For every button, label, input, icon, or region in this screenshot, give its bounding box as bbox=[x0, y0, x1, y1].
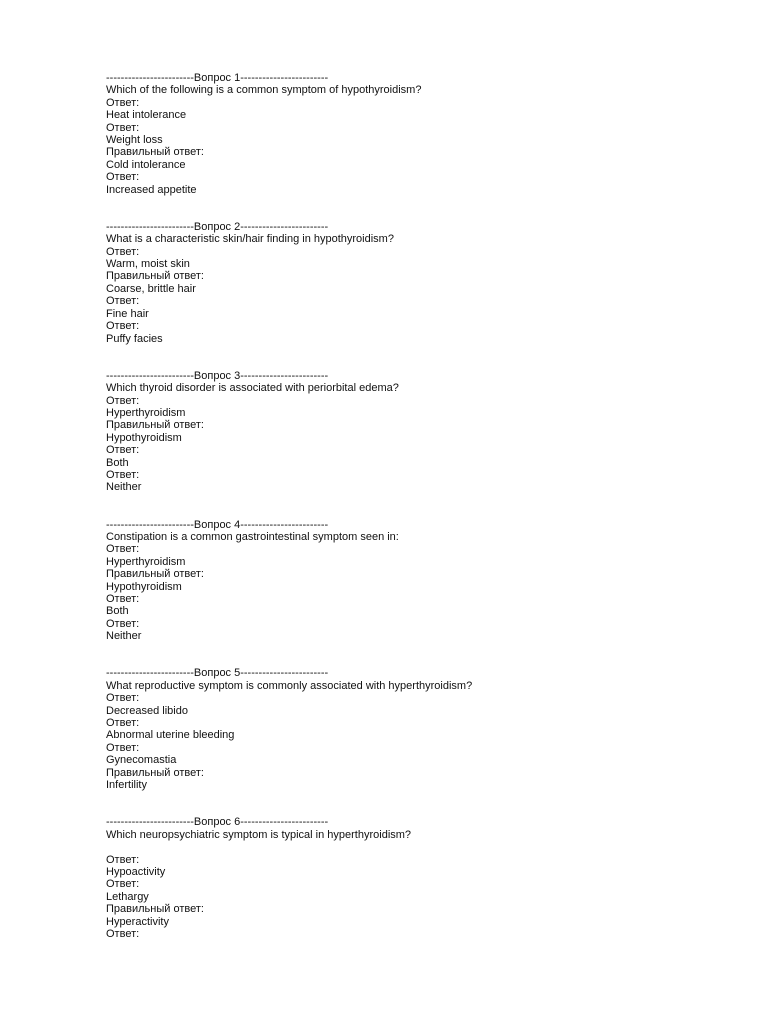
question-block-5 bbox=[106, 667, 746, 791]
question-text: Which of the following is a common symptom of hypothyroidism? bbox=[106, 84, 422, 97]
blank-line bbox=[106, 841, 746, 853]
answer-value: Both bbox=[106, 605, 129, 618]
correct-answer-label: Правильный ответ: bbox=[106, 903, 204, 916]
answer-label: Ответ: bbox=[106, 853, 140, 866]
question-block-3 bbox=[106, 370, 746, 494]
question-header: ------------------------Вопрос 5------------------------ bbox=[106, 667, 329, 680]
answer-label: Ответ: bbox=[106, 927, 140, 940]
question-header: ------------------------Вопрос 3------------------------ bbox=[106, 369, 329, 382]
answer-label: Ответ: bbox=[106, 394, 140, 407]
answer-label: Ответ: bbox=[106, 593, 140, 606]
answer-value: Hyperthyroidism bbox=[106, 406, 186, 419]
answer-value: Fine hair bbox=[106, 307, 149, 320]
answer-value: Hypoactivity bbox=[106, 865, 166, 878]
answer-label: Ответ: bbox=[106, 617, 140, 630]
correct-answer-value: Infertility bbox=[106, 779, 147, 792]
correct-answer-label: Правильный ответ: bbox=[106, 419, 204, 432]
question-header: ------------------------Вопрос 2------------------------ bbox=[106, 220, 329, 233]
answer-value: Heat intolerance bbox=[106, 109, 187, 122]
answer-label: Ответ: bbox=[106, 96, 140, 109]
question-text: Which neuropsychiatric symptom is typical in hyperthyroidism? bbox=[106, 828, 412, 841]
answer-value: Abnormal uterine bleeding bbox=[106, 729, 235, 742]
correct-answer-value: Hypothyroidism bbox=[106, 580, 182, 593]
question-header: ------------------------Вопрос 4------------------------ bbox=[106, 518, 329, 531]
answer-value: Puffy facies bbox=[106, 332, 163, 345]
question-text: What is a characteristic skin/hair finding in hypothyroidism? bbox=[106, 233, 394, 246]
question-block-4 bbox=[106, 519, 746, 643]
answer-label: Ответ: bbox=[106, 245, 140, 258]
question-header: ------------------------Вопрос 6------------------------ bbox=[106, 816, 329, 829]
answer-label: Ответ: bbox=[106, 543, 140, 556]
correct-answer-label: Правильный ответ: bbox=[106, 568, 204, 581]
answer-label: Ответ: bbox=[106, 320, 140, 333]
answer-label: Ответ: bbox=[106, 741, 140, 754]
answer-value: Decreased libido bbox=[106, 704, 188, 717]
correct-answer-label: Правильный ответ: bbox=[106, 270, 204, 283]
answer-label: Ответ: bbox=[106, 468, 140, 481]
question-block-6 bbox=[106, 816, 746, 940]
answer-value: Hyperthyroidism bbox=[106, 555, 186, 568]
answer-label: Ответ: bbox=[106, 444, 140, 457]
answer-value: Warm, moist skin bbox=[106, 258, 190, 271]
answer-value: Neither bbox=[106, 481, 142, 494]
question-text: Constipation is a common gastrointestinal symptom seen in: bbox=[106, 530, 399, 543]
answer-value: Both bbox=[106, 456, 129, 469]
answer-value: Weight loss bbox=[106, 134, 163, 147]
correct-answer-label: Правильный ответ: bbox=[106, 766, 204, 779]
question-block-2 bbox=[106, 221, 746, 345]
answer-label: Ответ: bbox=[106, 692, 140, 705]
correct-answer-value: Hyperactivity bbox=[106, 915, 169, 928]
question-block-1 bbox=[106, 72, 746, 196]
correct-answer-value: Coarse, brittle hair bbox=[106, 282, 196, 295]
answer-label: Ответ: bbox=[106, 717, 140, 730]
correct-answer-value: Hypothyroidism bbox=[106, 431, 182, 444]
answer-value: Gynecomastia bbox=[106, 754, 177, 767]
answer-label: Ответ: bbox=[106, 171, 140, 184]
answer-label: Ответ: bbox=[106, 295, 140, 308]
document-page bbox=[106, 72, 746, 965]
answer-label: Ответ: bbox=[106, 878, 140, 891]
answer-value: Increased appetite bbox=[106, 183, 197, 196]
answer-value: Lethargy bbox=[106, 890, 149, 903]
question-text: Which thyroid disorder is associated with periorbital edema? bbox=[106, 382, 399, 395]
correct-answer-label: Правильный ответ: bbox=[106, 146, 204, 159]
answer-value: Neither bbox=[106, 630, 142, 643]
correct-answer-value: Cold intolerance bbox=[106, 158, 186, 171]
answer-label: Ответ: bbox=[106, 121, 140, 134]
question-text: What reproductive symptom is commonly associated with hyperthyroidism? bbox=[106, 679, 473, 692]
question-header: ------------------------Вопрос 1------------------------ bbox=[106, 72, 329, 84]
